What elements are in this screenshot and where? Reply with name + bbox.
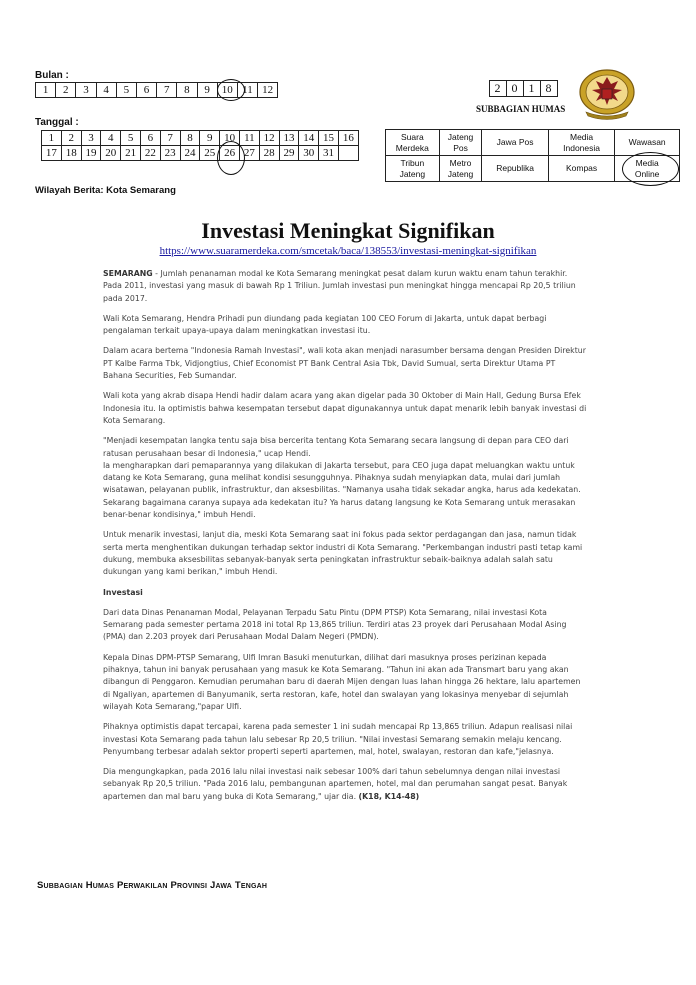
month-cell: 5 [116, 83, 136, 98]
paragraph-11: Dia mengungkapkan, pada 2016 lalu nilai investasi naik sebesar 100% dari tahun sebelumnya dengan nilai investasi sebanyak Rp 20,5 triliun. "Pada 2016 lalu, pembangunan apartemen, hotel, mal dan perumahan sangat pesat. Banyak apartemen dan mal baru yang buka di Kota Semarang," ujar dia. (K18, K14-48) [103, 767, 568, 801]
media-kompas: Kompas [548, 156, 614, 182]
year-digit-cell: 1 [524, 81, 541, 97]
media-tribun-jateng: Tribun Jateng [386, 156, 440, 182]
paragraph-3: Dalam acara bertema "Indonesia Ramah Investasi", wali kota akan menjadi narasumber bersama dengan Presiden Direktur PT Kalbe Farma Tbk, Vidjongtius, Chief Economist PT Bank Central Asia Tbk, David Sumual, serta Direktur Utama PT Bahana Securities, Feb Sumandar. [103, 346, 586, 381]
footer-subbagian: Subbagian Humas Perwakilan Provinsi Jawa Tengah [37, 880, 268, 891]
media-suara-merdeka: Suara Merdeka [386, 130, 440, 156]
day-cell: 23 [160, 146, 180, 161]
month-cell: 10 [217, 83, 237, 98]
paragraph-1: SEMARANG - Jumlah penanaman modal ke Kota Semarang meningkat pesat dalam kurun waktu enam tahun terakhir. Pada 2011, investasi yang masuk di bawah Rp 1 Triliun. Jumlah investasi pun meningkat hingga mencapai Rp 20,5 triliun pada 2017. [103, 269, 576, 303]
paragraph-9: Kepala Dinas DPM-PTSP Semarang, Ulfi Imran Basuki menuturkan, dilihat dari masuknya proses perizinan kepada pihaknya, tahun ini banyak perusahaan yang masuk ke Kota Semarang. "Tahun ini akan ada Transmart baru yang akan dibangun di Penggaron. Kemudian perumahan baru di daerah Mijen dengan luas lahan hingga 26 hektare, lalu apartemen di Ngaliyan, apartemen di Banyumanik, serta restoran, kafe, hotel dan swalayan yang lokasinya menyebar di sejumlah wilayah Kota Semarang,"papar Ulfi. [103, 652, 581, 711]
day-cell: 18 [61, 146, 81, 161]
day-cell: 13 [279, 131, 299, 146]
day-cell: 1 [42, 131, 62, 146]
day-cell: 10 [220, 131, 240, 146]
media-jawa-pos: Jawa Pos [482, 130, 548, 156]
month-cell: 2 [56, 83, 76, 98]
subheading-investasi: Investasi [103, 587, 143, 597]
month-cell: 1 [36, 83, 56, 98]
media-metro-jateng: Metro Jateng [439, 156, 482, 182]
day-cell: 6 [140, 131, 160, 146]
day-circle-marker [217, 141, 245, 175]
day-cell: 21 [121, 146, 141, 161]
day-cell: 3 [81, 131, 101, 146]
day-cell: 24 [180, 146, 200, 161]
garuda-emblem-icon [578, 68, 636, 120]
day-cell: 29 [279, 146, 299, 161]
day-cell [338, 146, 358, 161]
month-cell: 7 [157, 83, 177, 98]
day-cell: 8 [180, 131, 200, 146]
day-cell: 27 [239, 146, 259, 161]
dateline: SEMARANG [103, 269, 153, 278]
paragraph-10: Pihaknya optimistis dapat tercapai, karena pada semester 1 ini sudah mencapai Rp 13,865 triliun. Adapun realisasi nilai investasi Kota Semarang pada tahun lalu sebesar Rp 20,5 triliun. "Nilai investasi Semarang semakin melaju kencang. Penyumbang terbesar adalah sektor properti seperti apartemen, mal, hotel, swalayan, restoran dan kafe,"jelasnya. [103, 722, 573, 756]
day-cell: 20 [101, 146, 121, 161]
article-body [103, 268, 587, 811]
media-wawasan: Wawasan [615, 130, 680, 156]
month-cell: 9 [197, 83, 217, 98]
day-cell: 12 [259, 131, 279, 146]
day-cell: 26 [220, 146, 240, 161]
day-cell: 4 [101, 131, 121, 146]
media-republika: Republika [482, 156, 548, 182]
year-digit-cell: 0 [507, 81, 524, 97]
reporter-code: (K18, K14-48) [358, 791, 420, 801]
tanggal-label: Tanggal : [35, 117, 79, 128]
day-cell: 14 [299, 131, 319, 146]
day-cell: 17 [42, 146, 62, 161]
paragraph-8: Dari data Dinas Penanaman Modal, Pelayanan Terpadu Satu Pintu (DPM PTSP) Kota Semarang, nilai investasi Kota Semarang pada semester pertama 2018 ini total Rp 13,865 triliun. Terdiri atas 23 proyek dari Perusahaan Modal Asing (PMA) dan 2.203 proyek dari Perusahaan Modal Dalam Negeri (PMDN). [103, 607, 567, 642]
day-cell: 30 [299, 146, 319, 161]
wilayah-berita: Wilayah Berita: Kota Semarang [35, 185, 176, 196]
day-cell: 16 [338, 131, 358, 146]
month-cell: 4 [96, 83, 116, 98]
article-url-link[interactable]: https://www.suaramerdeka.com/smcetak/baca/138553/investasi-meningkat-signifikan [159, 245, 537, 257]
month-cell: 6 [136, 83, 156, 98]
day-grid [41, 130, 359, 161]
month-cell: 3 [76, 83, 96, 98]
day-cell: 9 [200, 131, 220, 146]
paragraph-5: "Menjadi kesempatan langka tentu saja bisa bercerita tentang Kota Semarang secara langsung di depan para CEO dari ratusan perusahaan besar di Indonesia," ucap Hendi. [103, 436, 569, 458]
day-cell: 22 [140, 146, 160, 161]
month-circle-marker [217, 79, 245, 101]
day-cell: 19 [81, 146, 101, 161]
year-digit-cell: 8 [541, 81, 558, 97]
media-media-indonesia: Media Indonesia [548, 130, 614, 156]
month-cell: 8 [177, 83, 197, 98]
month-cell: 12 [258, 83, 278, 98]
day-cell: 7 [160, 131, 180, 146]
day-cell: 28 [259, 146, 279, 161]
day-cell: 25 [200, 146, 220, 161]
subbagian-humas-label: SUBBAGIAN HUMAS [476, 104, 566, 114]
year-digit-cell: 2 [490, 81, 507, 97]
day-cell: 5 [121, 131, 141, 146]
paragraph-2: Wali Kota Semarang, Hendra Prihadi pun diundang pada kegiatan 100 CEO Forum di Jakarta, untuk dapat berbagi pengalaman terkait upaya-upaya dalam meningkatkan investasi itu. [103, 313, 547, 336]
paragraph-7: Untuk menarik investasi, lanjut dia, meski Kota Semarang saat ini fokus pada sektor perdagangan dan jasa, namun tidak serta merta menghentikan dukungan terhadap sektor industri di Kota Semarang. "Perkembangan industri pasti tetap kami dukung, membuka aksesbilitas sebanyak-banyak serta peningkatan infrastruktur sebaik-baiknya adalah salah satu dukungan yang kami berikan," imbuh Hendi. [103, 530, 583, 577]
article-title: Investasi Meningkat Signifikan [201, 218, 495, 243]
media-jateng-pos: Jateng Pos [439, 130, 482, 156]
day-cell: 31 [319, 146, 339, 161]
media-online: Media Online [615, 156, 680, 182]
media-online-circle-marker [622, 152, 679, 186]
day-cell: 2 [61, 131, 81, 146]
paragraph-4: Wali kota yang akrab disapa Hendi hadir dalam acara yang akan digelar pada 30 Oktober di Main Hall, Gedung Bursa Efek Indonesia itu. Ia optimistis bahwa kesempatan tersebut dapat digunakannya untuk dapat menarik lebih banyak investasi di Kota Semarang. [103, 391, 587, 425]
paragraph-6: Ia mengharapkan dari pemaparannya yang dilakukan di Jakarta tersebut, para CEO juga dapat meluangkan waktu untuk datang ke Kota Semarang, guna melihat kondisi sesungguhnya. Pihaknya sudah menyiapkan data, mulai dari jumlah wisatawan, pelayanan publik, infrastruktur, dan aksesbilitas. "Namanya usaha tidak sekadar angka, harus ada kedekatan. Sekarang bagaimana caranya supaya ada kedekatan itu? Ya harus datang langsung ke Kota Semarang untuk merasakan benar-benar kondisinya," imbuh Hendi. [103, 460, 581, 520]
year-grid [489, 80, 558, 97]
day-cell: 15 [319, 131, 339, 146]
bulan-label: Bulan : [35, 70, 69, 81]
day-cell: 11 [239, 131, 259, 146]
month-cell: 11 [237, 83, 257, 98]
